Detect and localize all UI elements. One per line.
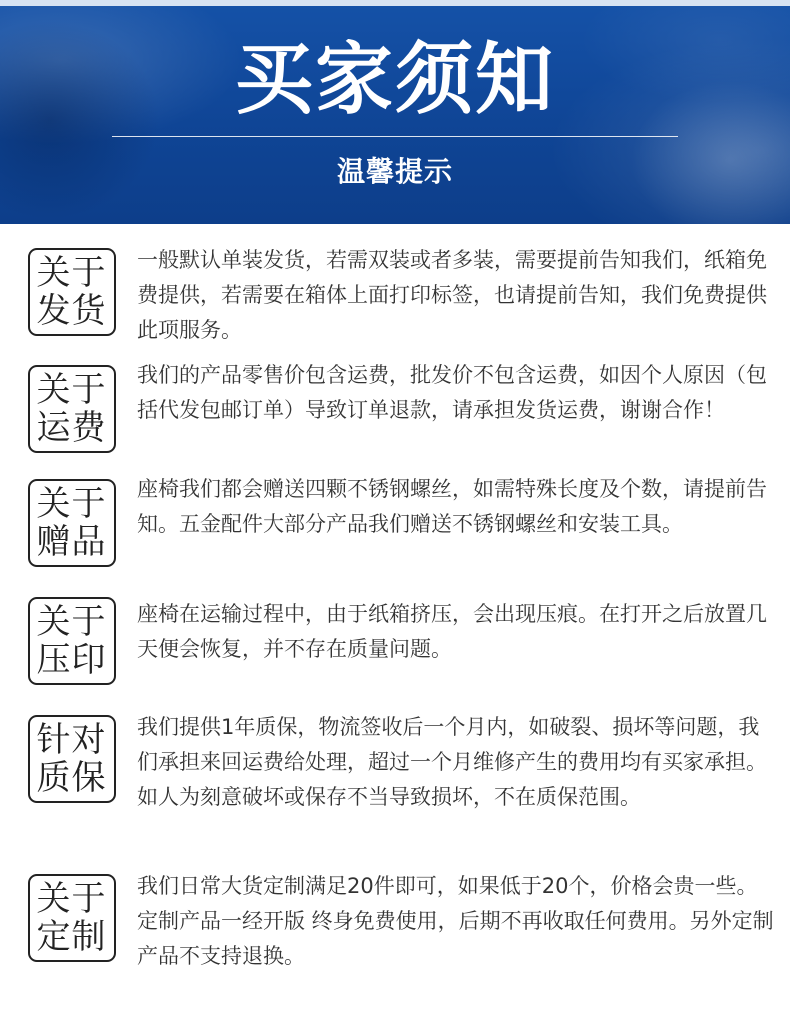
notice-badge (28, 365, 116, 453)
notice-badge (28, 874, 116, 962)
badge-line-2: 发货 (36, 291, 107, 331)
notice-text: 我们提供1年质保，物流签收后一个月内，如破裂、损坏等问题，我们承担来回运费给处理，超过一个月维修产生的费用均有买家承担。如人为刻意破坏或保存不当导致损坏，不在质保范围。 (137, 715, 767, 809)
notice-text: 我们日常大货定制满足20件即可，如果低于20个，价格会贵一些。定制产品一经开版 终身免费使用，后期不再收取任何费用。另外定制产品不支持退换。 (137, 874, 774, 968)
badge-line-2: 压印 (36, 640, 107, 680)
notice-text: 我们的产品零售价包含运费，批发价不包含运费，如因个人原因（包括代发包邮订单）导致订单退款，请承担发货运费，谢谢合作！ (137, 363, 767, 422)
notice-badge (28, 597, 116, 685)
notice-text: 座椅我们都会赠送四颗不锈钢螺丝，如需特殊长度及个数，请提前告知。五金配件大部分产品我们赠送不锈钢螺丝和安装工具。 (137, 477, 767, 536)
page-subtitle: 温馨提示 (336, 155, 453, 188)
notice-badge (28, 248, 116, 336)
page-title: 买家须知 (234, 35, 555, 125)
notice-text: 座椅在运输过程中，由于纸箱挤压，会出现压痕。在打开之后放置几天便会恢复，并不存在质量问题。 (137, 602, 767, 661)
badge-line-1: 关于 (36, 253, 107, 293)
badge-line-1: 关于 (36, 879, 107, 919)
header-banner (0, 0, 790, 224)
notice-text: 一般默认单装发货，若需双装或者多装，需要提前告知我们，纸箱免费提供，若需要在箱体上面打印标签，也请提前告知，我们免费提供此项服务。 (137, 248, 767, 342)
title-divider (112, 136, 678, 137)
banner-top-strip (0, 0, 790, 6)
badge-line-2: 赠品 (36, 522, 107, 562)
notice-badge (28, 479, 116, 567)
notice-badge (28, 715, 116, 803)
badge-line-2: 定制 (36, 917, 107, 957)
badge-line-1: 关于 (36, 602, 107, 642)
badge-line-2: 质保 (36, 758, 107, 798)
badge-line-2: 运费 (36, 408, 107, 448)
badge-line-1: 关于 (36, 484, 107, 524)
badge-line-1: 关于 (36, 370, 107, 410)
badge-line-1: 针对 (36, 720, 107, 760)
